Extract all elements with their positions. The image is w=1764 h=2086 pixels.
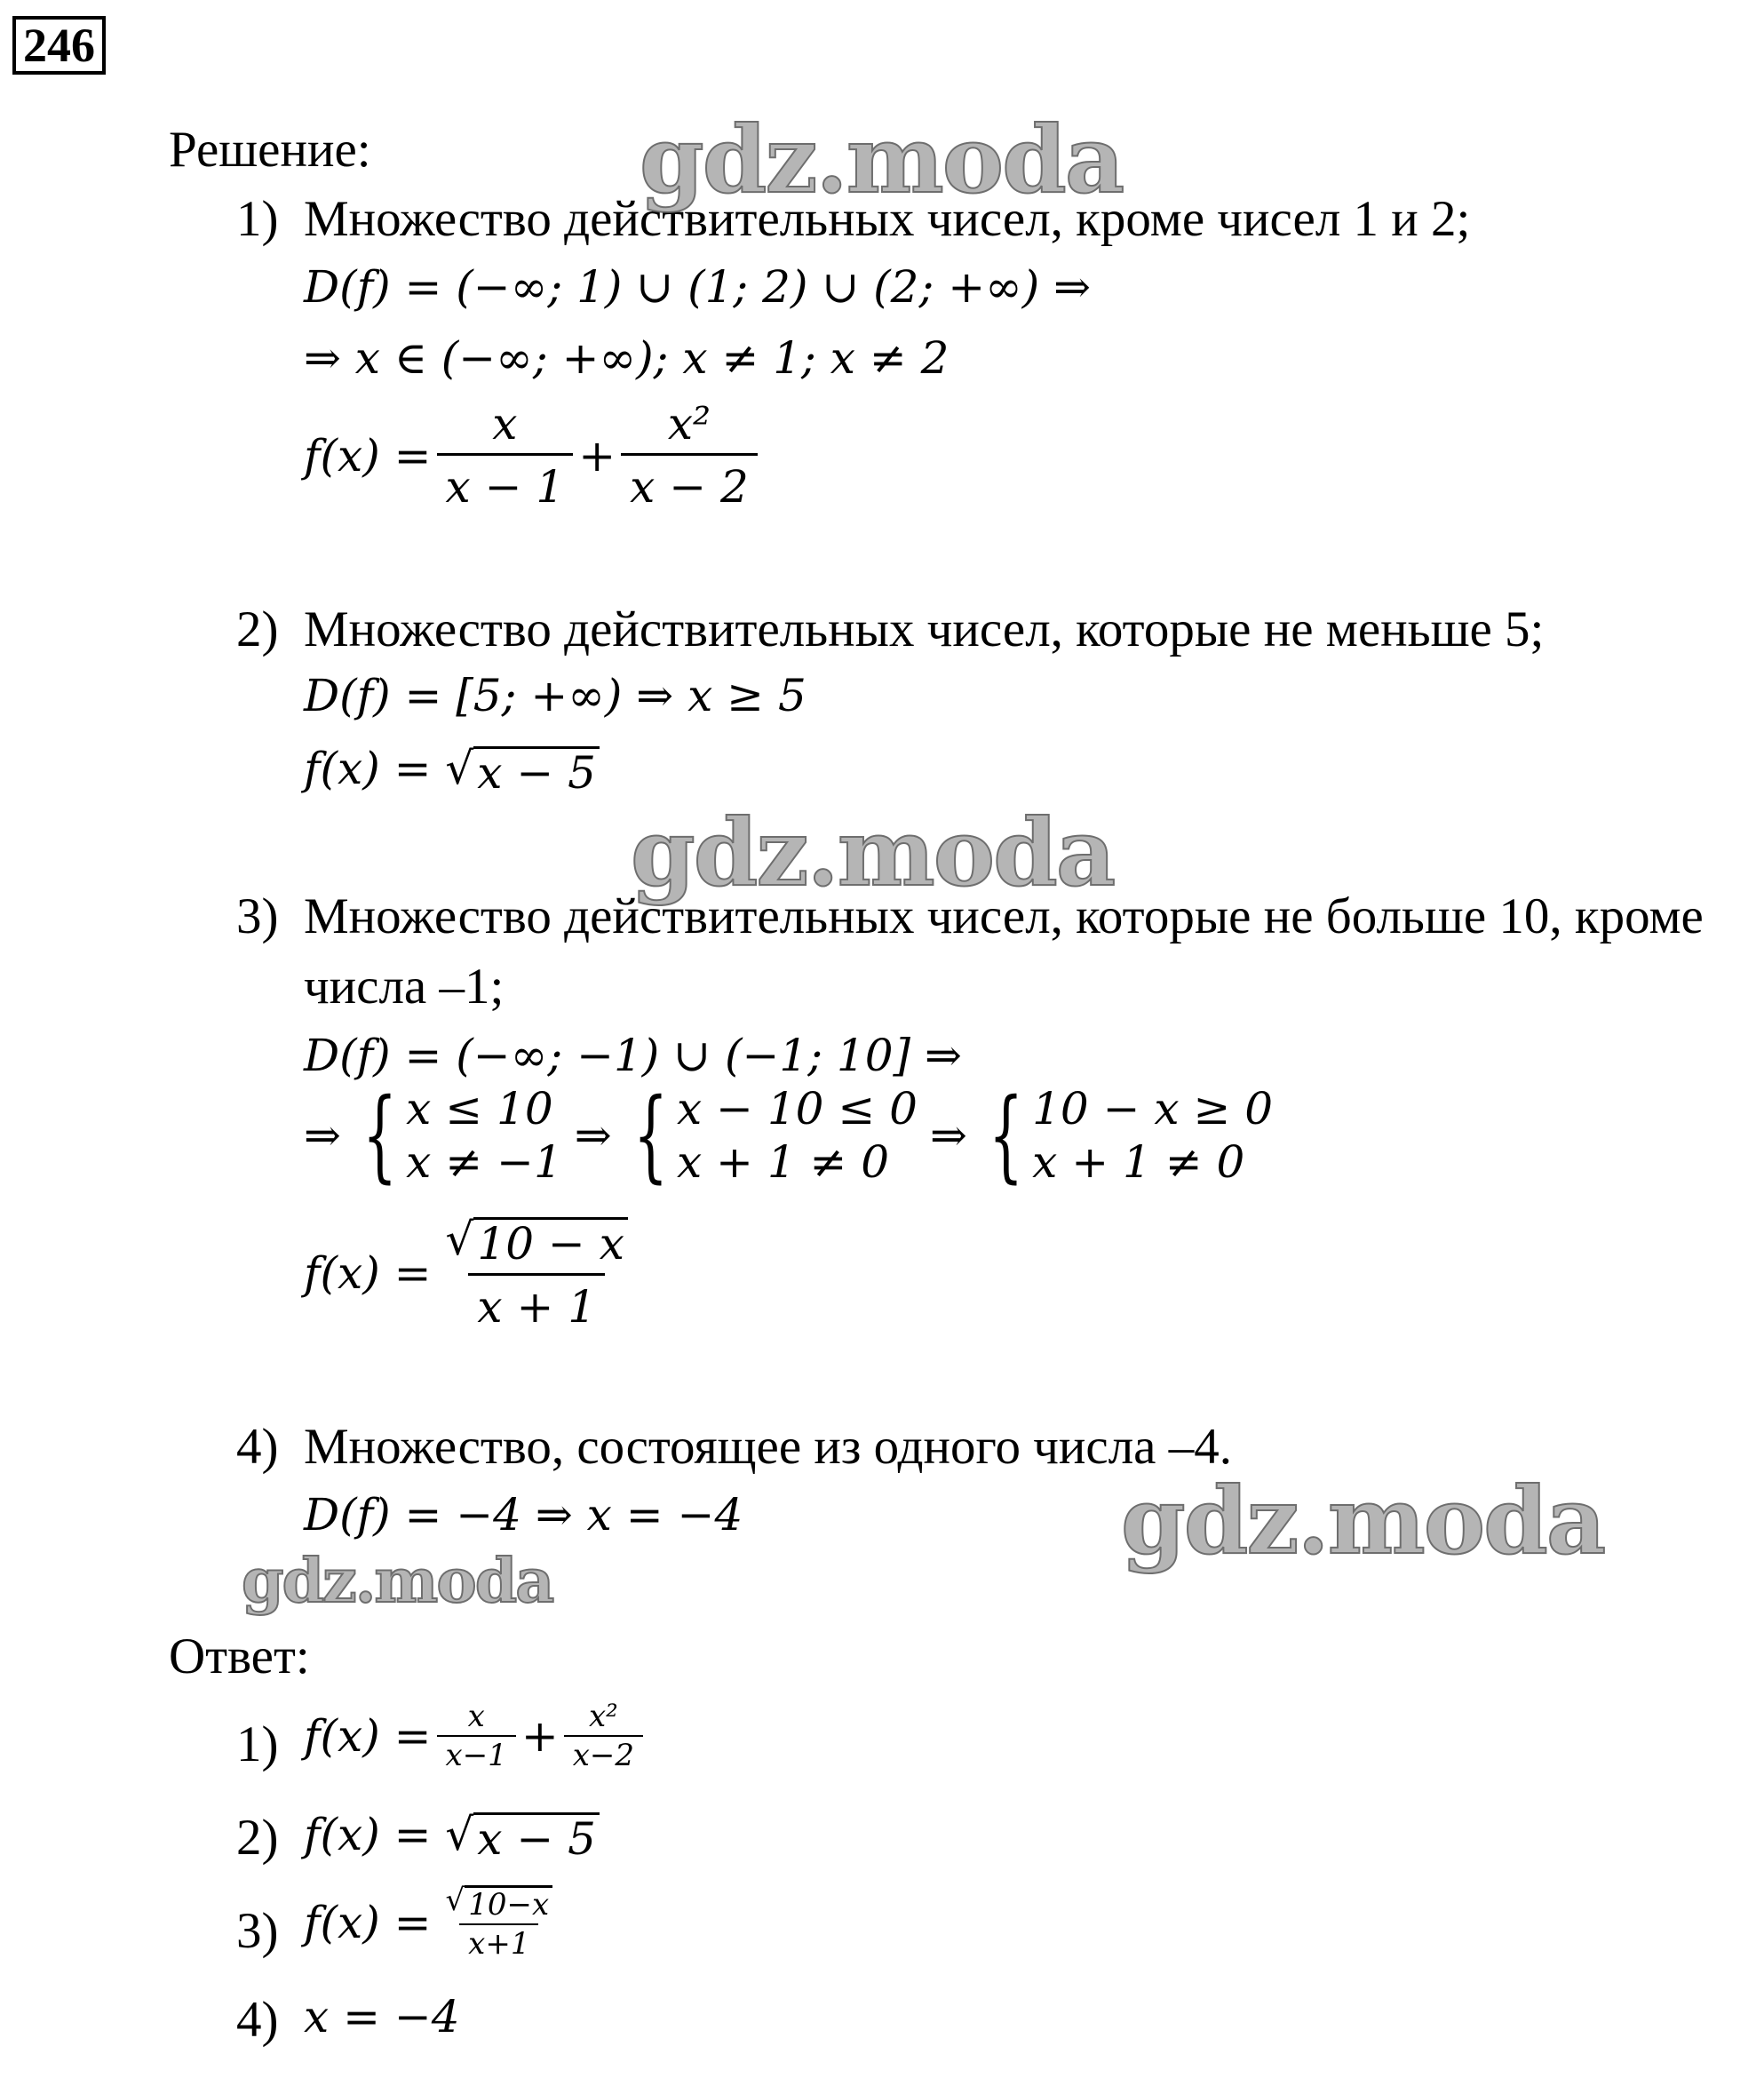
square-root xyxy=(445,1809,600,1865)
function-lhs: f(x) = xyxy=(304,1896,432,1948)
radicand: 10 − x xyxy=(473,1217,628,1266)
item-2-text: Множество действительных чисел, которые не меньше 5; xyxy=(304,601,1545,657)
function-lhs: f(x) = xyxy=(304,743,432,794)
answer-4-number: 4) xyxy=(236,1992,279,2048)
item-3-text-line-2: числа –1; xyxy=(304,959,505,1015)
fraction-numerator: x² xyxy=(588,1699,618,1734)
solution-heading: Решение: xyxy=(169,122,371,178)
watermark: gdz.moda xyxy=(631,798,1115,907)
left-brace: { xyxy=(632,1078,668,1193)
answer-1-number: 1) xyxy=(236,1716,279,1772)
radicand: x − 5 xyxy=(473,1812,600,1861)
fraction-denominator: x + 1 xyxy=(468,1273,605,1329)
function-lhs: f(x) = xyxy=(304,1247,432,1299)
radical-sign: √ xyxy=(445,1809,474,1860)
fraction-numerator: x xyxy=(467,1699,485,1734)
item-1-function xyxy=(304,398,763,513)
fraction xyxy=(621,398,758,513)
system-row: x + 1 ≠ 0 xyxy=(1032,1136,1245,1188)
system-1 xyxy=(354,1078,562,1193)
item-4-text: Множество, состоящее из одного числа –4. xyxy=(304,1419,1232,1475)
item-3-function xyxy=(304,1214,642,1333)
item-3-number: 3) xyxy=(236,888,279,944)
answer-1 xyxy=(304,1701,648,1771)
answer-2-number: 2) xyxy=(236,1810,279,1866)
fraction-denominator: x − 1 xyxy=(437,453,574,509)
implies-sign: ⇒ xyxy=(574,1110,612,1161)
system-row: 10 − x ≥ 0 xyxy=(1032,1083,1274,1135)
radicand: 10−x xyxy=(465,1885,552,1920)
radical-sign: √ xyxy=(445,743,474,794)
answer-3-number: 3) xyxy=(236,1903,279,1959)
function-lhs: f(x) = xyxy=(304,1710,432,1762)
item-1-number: 1) xyxy=(236,191,279,247)
implies-sign: ⇒ xyxy=(929,1110,967,1161)
watermark: gdz.moda xyxy=(640,105,1124,214)
square-root xyxy=(445,743,600,799)
problem-number: 246 xyxy=(12,16,106,75)
left-brace: { xyxy=(362,1078,398,1193)
item-3-systems xyxy=(304,1078,1274,1193)
system-row: x − 10 ≤ 0 xyxy=(676,1083,918,1135)
left-brace: { xyxy=(988,1078,1024,1193)
system-row: x ≤ 10 xyxy=(406,1083,553,1135)
radicand: x − 5 xyxy=(473,746,600,795)
fraction-denominator: x+1 xyxy=(459,1923,538,1959)
answer-heading: Ответ: xyxy=(169,1628,310,1684)
fraction-numerator: x² xyxy=(667,398,711,450)
plus-sign: + xyxy=(578,429,616,482)
radical-sign: √ xyxy=(445,1883,465,1918)
fraction xyxy=(437,398,574,513)
fraction-numerator: x xyxy=(492,398,518,450)
system-3 xyxy=(980,1078,1274,1193)
square-root xyxy=(437,1214,637,1273)
item-2-number: 2) xyxy=(236,601,279,657)
fraction-denominator: x − 2 xyxy=(621,453,758,509)
plus-sign: + xyxy=(520,1710,559,1762)
fraction xyxy=(564,1701,643,1771)
function-lhs: f(x) = xyxy=(304,1809,432,1860)
answer-4: x = −4 xyxy=(304,1991,460,2042)
fraction-denominator: x−1 xyxy=(437,1735,516,1771)
radical-sign: √ xyxy=(445,1214,474,1265)
system-2 xyxy=(624,1078,918,1193)
answer-3 xyxy=(304,1883,567,1962)
fraction xyxy=(437,1883,562,1962)
item-1-domain-line-1: D(f) = (−∞; 1) ∪ (1; 2) ∪ (2; +∞) ⇒ xyxy=(304,261,1092,313)
implies-sign: ⇒ xyxy=(304,1110,341,1161)
square-root xyxy=(437,1885,562,1923)
item-2-domain-line-1: D(f) = [5; +∞) ⇒ x ≥ 5 xyxy=(304,670,807,721)
item-4-number: 4) xyxy=(236,1419,279,1475)
fraction xyxy=(437,1214,637,1333)
watermark: gdz.moda xyxy=(1121,1466,1605,1575)
watermark: gdz.moda xyxy=(242,1546,553,1617)
item-1-domain-line-2: ⇒ x ∈ (−∞; +∞); x ≠ 1; x ≠ 2 xyxy=(304,332,950,384)
item-2-function xyxy=(304,743,600,799)
item-3-text-line-1: Множество действительных чисел, которые не больше 10, кроме xyxy=(304,888,1704,944)
item-3-domain-line-1: D(f) = (−∞; −1) ∪ (−1; 10] ⇒ xyxy=(304,1030,962,1081)
system-row: x ≠ −1 xyxy=(406,1136,562,1188)
item-4-domain-line-1: D(f) = −4 ⇒ x = −4 xyxy=(304,1489,743,1541)
system-row: x + 1 ≠ 0 xyxy=(676,1136,890,1188)
item-1-text: Множество действительных чисел, кроме чисел 1 и 2; xyxy=(304,191,1471,247)
answer-2 xyxy=(304,1809,600,1865)
function-lhs: f(x) = xyxy=(304,429,432,482)
fraction xyxy=(437,1701,516,1771)
fraction-denominator: x−2 xyxy=(564,1735,643,1771)
